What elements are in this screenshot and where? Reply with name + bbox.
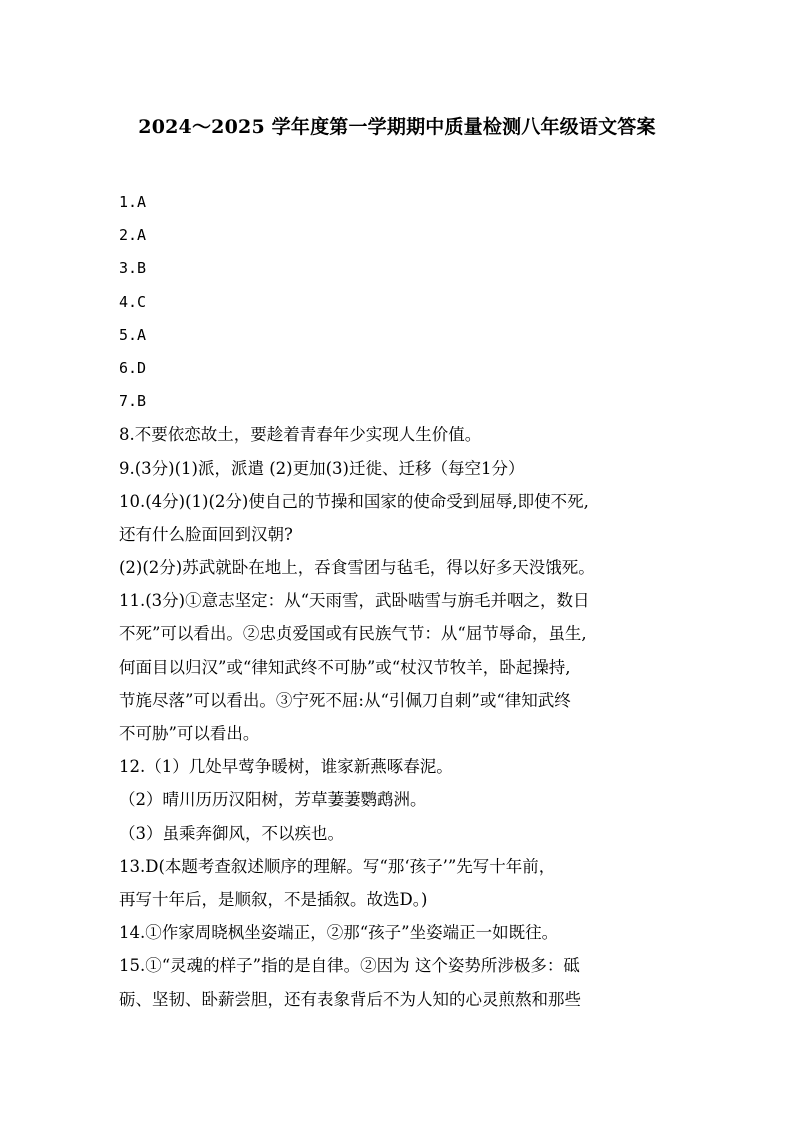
- answer-line-11d: 节旄尽落”可以看出。③宁死不屈:从“引佩刀自刺”或“律知武终: [119, 690, 571, 710]
- answer-line-12b: （2）晴川历历汉阳树，芳草萋萋鹦鹉洲。: [119, 790, 427, 810]
- answer-line-4: 4.C: [119, 292, 147, 311]
- answer-line-1: 1.A: [119, 193, 147, 211]
- answer-line-14: 14.①作家周晓枫坐姿端正，②那“孩子”坐姿端正一如既往。: [119, 923, 559, 943]
- answer-line-13b: 再写十年后，是顺叙，不是插叙。故选D。): [119, 889, 428, 909]
- answer-line-12c: （3）虽乘奔御风，不以疾也。: [119, 823, 344, 843]
- answer-line-3: 3.B: [119, 259, 147, 278]
- answer-line-8: 8.不要依恋故土，要趁着青春年少实现人生价值。: [119, 425, 482, 445]
- answer-line-11e: 不可胁”可以看出。: [119, 724, 260, 743]
- page-title: 2024～2025 学年度第一学期期中质量检测八年级语文答案: [138, 116, 656, 138]
- answer-line-10b: 还有什么脸面回到汉朝?: [119, 524, 293, 544]
- answer-line-11b: 不死”可以看出。②忠贞爱国或有民族气节：从“屈节辱命，虽生,: [119, 624, 587, 644]
- answer-line-15a: 15.①“灵魂的样子”指的是自律。②因为 这个姿势所涉极多：砥: [119, 956, 580, 976]
- answer-line-2: 2.A: [119, 226, 147, 245]
- answer-line-7: 7.B: [119, 392, 147, 411]
- answer-line-12a: 12.（1）几处早莺争暖树，谁家新燕啄春泥。: [119, 757, 453, 777]
- answer-line-13a: 13.D(本题考查叙述顺序的理解。写“那‘孩子’”先写十年前，: [119, 856, 556, 876]
- answer-line-11a: 11.(3分)①意志坚定：从“天雨雪，武卧啮雪与旃毛并咽之，数日: [119, 591, 590, 611]
- answer-line-9: 9.(3分)(1)派，派遣 (2)更加(3)迁徙、迁移（每空1分）: [119, 458, 525, 478]
- answer-line-10c: (2)(2分)苏武就卧在地上，吞食雪团与毡毛，得以好多天没饿死。: [119, 558, 595, 578]
- answer-line-6: 6.D: [119, 358, 147, 377]
- answer-line-10a: 10.(4分)(1)(2分)使自己的节操和国家的使命受到屈辱,即使不死,: [119, 491, 589, 511]
- answer-list: [119, 186, 679, 1016]
- answer-line-15b: 砺、坚韧、卧薪尝胆，还有表象背后不为人知的心灵煎熬和那些: [119, 989, 581, 1009]
- answer-line-5: 5.A: [119, 325, 147, 344]
- answer-line-11c: 何面目以归汉”或“律知武终不可胁”或“杖汉节牧羊，卧起操持,: [119, 657, 571, 677]
